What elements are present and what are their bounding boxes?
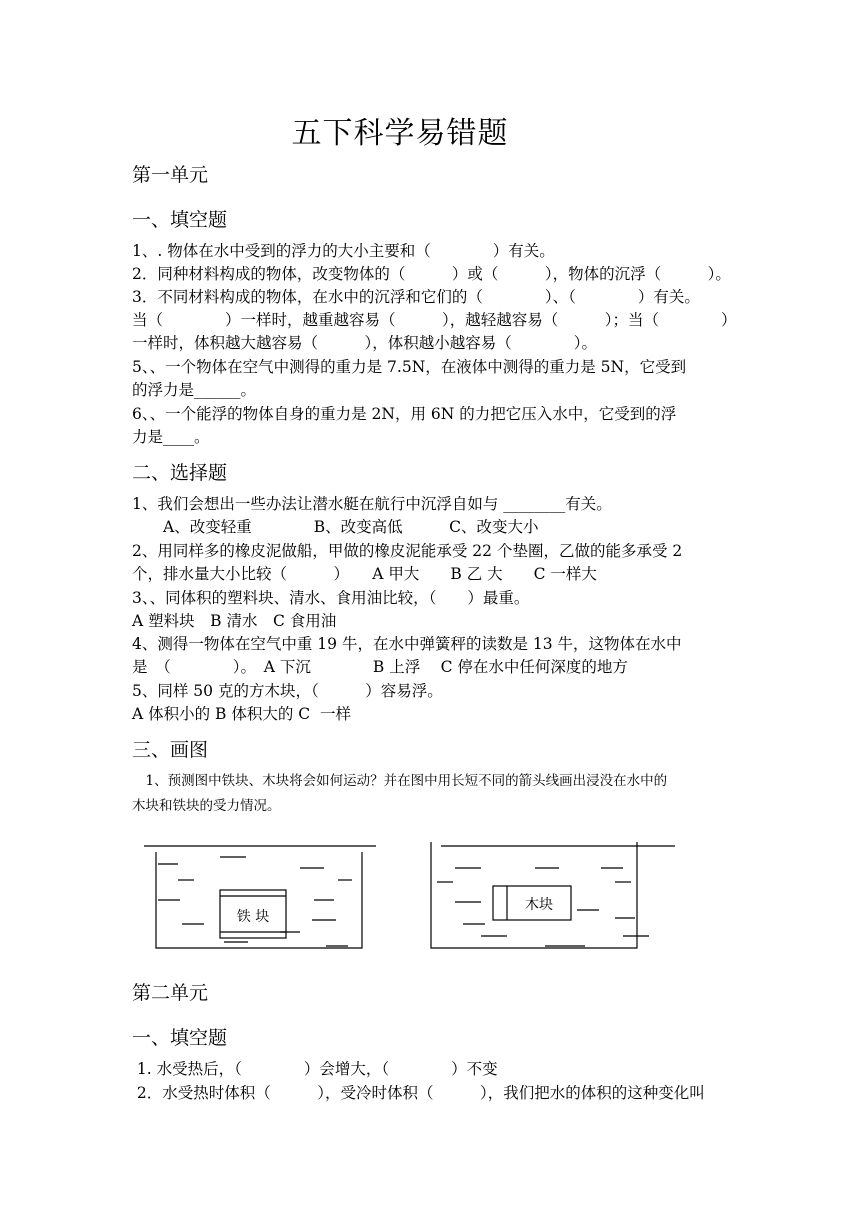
iron-block-label: 铁 块: [236, 909, 270, 925]
unit-2-fill-heading: 一、填空题: [132, 1027, 228, 1049]
unit-1-heading: 第一单元: [132, 164, 209, 186]
choice-line-9: 5、同样 50 克的方木块，（ ）容易浮。: [132, 682, 443, 700]
fill-line-4: 当（ ）一样时，越重越容易（ ），越轻越容易（ ）；当（ ）: [132, 311, 737, 329]
unit2-fill-line-1: 1. 水受热后，（ ）会增大，（ ）不变: [132, 1060, 498, 1078]
draw-line-2: 木块和铁块的受力情况。: [132, 798, 281, 814]
unit-2-heading: 第二单元: [132, 982, 209, 1004]
wood-block-label: 木块: [525, 897, 553, 913]
fill-line-1: 1、. 物体在水中受到的浮力的大小主要和（ ）有关。: [132, 242, 555, 260]
draw-line-1: 1、预测图中铁块、木块将会如何运动？并在图中用长短不同的箭头线画出浸没在水中的: [132, 773, 668, 789]
page-title: 五下科学易错题: [291, 116, 509, 151]
choice-line-5: 3、、同体积的塑料块、清水、食用油比较，（ ）最重。: [132, 589, 530, 607]
fill-line-2: 2．同种材料构成的物体，改变物体的（ ）或（ ），物体的沉浮（ ）。: [132, 265, 731, 283]
fill-line-7: 的浮力是______。: [132, 381, 257, 399]
fill-line-9: 力是____。: [132, 428, 210, 446]
choice-line-7: 4、测得一物体在空气中重 19 牛，在水中弹簧秤的读数是 13 牛，这物体在水中: [132, 635, 682, 653]
unit-1-draw-heading: 三、画图: [132, 739, 209, 761]
choice-line-10: A 体积小的 B 体积大的 C 一样: [132, 705, 352, 723]
unit2-fill-line-2: 2．水受热时体积（ ），受冷时体积（ ），我们把水的体积的这种变化叫: [132, 1084, 705, 1102]
wood-block-figure: [425, 838, 685, 958]
fill-line-8: 6、、一个能浮的物体自身的重力是 2N，用 6N 的力把它压入水中，它受到的浮: [132, 405, 677, 423]
iron-block-figure: [140, 838, 390, 958]
fill-line-5: 一样时，体积越大越容易（ ），体积越小越容易（ ）。: [132, 334, 598, 352]
choice-line-8: 是 （ ）。 A 下沉 B 上浮 C 停在水中任何深度的地方: [132, 658, 628, 676]
unit-1-choice-heading: 二、选择题: [132, 462, 228, 484]
choice-line-1: 1、我们会想出一些办法让潜水艇在航行中沉浮自如与 ________有关。: [132, 495, 612, 513]
fill-line-3: 3．不同材料构成的物体，在水中的沉浮和它们的（ ）、（ ）有关。: [132, 288, 700, 306]
choice-line-6: A 塑料块 B 清水 C 食用油: [132, 612, 337, 630]
choice-line-2: A、改变轻重 B、改变高低 C、改变大小: [132, 518, 539, 536]
choice-line-4: 个，排水量大小比较（ ） A 甲大 B 乙 大 C 一样大: [132, 565, 597, 583]
fill-line-6: 5、、一个物体在空气中测得的重力是 7.5N，在液体中测得的重力是 5N，它受到: [132, 358, 687, 376]
choice-line-3: 2、用同样多的橡皮泥做船，甲做的橡皮泥能承受 22 个垫圈，乙做的能多承受 2: [132, 542, 683, 560]
unit-1-fill-heading: 一、填空题: [132, 209, 228, 231]
